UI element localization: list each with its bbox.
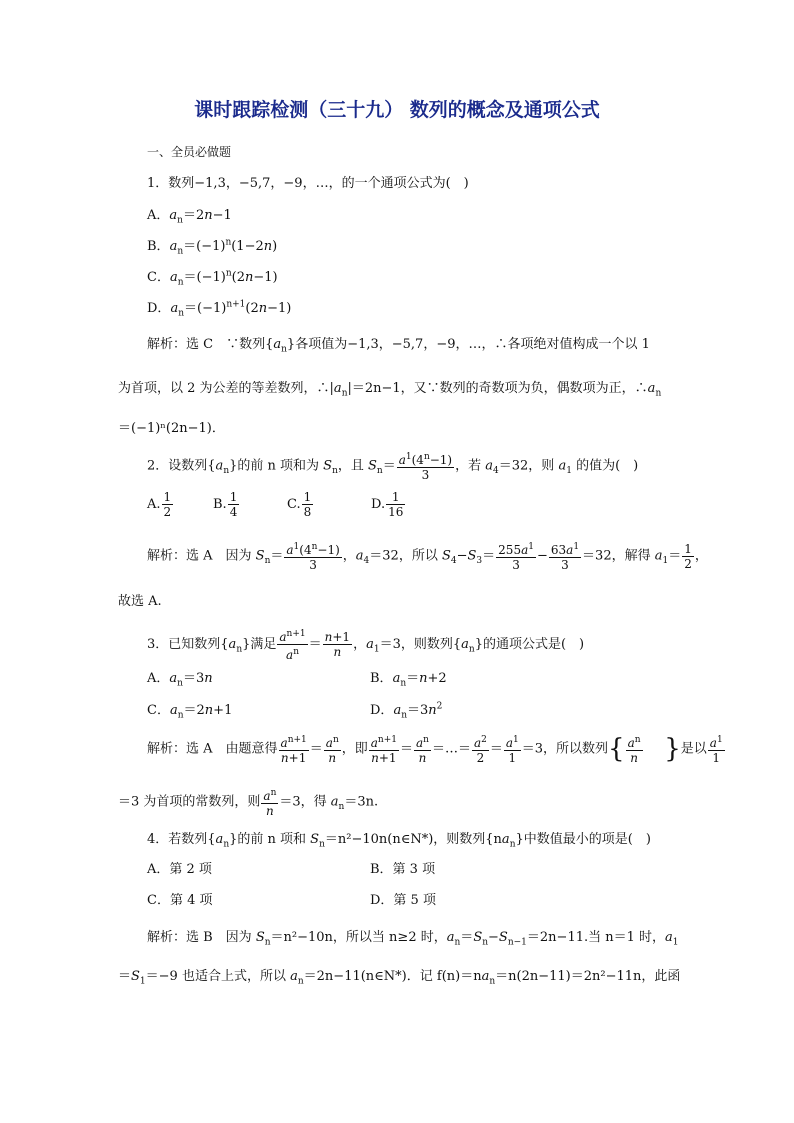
page-title: 课时跟踪检测（三十九） 数列的概念及通项公式 <box>194 99 600 121</box>
question-4-solution-line-1: 解析：选 B 因为 $S_n=n^2-10n$，所以当 n≥2 时，$a_n=S_n-S_{n-1}=2n-11$.当 n＝1 时，$a_1$ <box>147 930 679 948</box>
question-3-solution-line-1: 解析：选 A 由题意得 $\frac{a^{n+1}}{n+1}$ ＝ $\frac{a^n}{n}$ ，即 $\frac{a^{n+1}}{n+1}$ ＝ $\frac{a^n}{n}$ ＝…＝ $\frac{a^2}{2}$ ＝ $\frac{a^1}{1}$ ＝3，所以数列{ $\frac{a^n}{n}$ }是以 $\frac{a^1}{1}$ <box>147 734 723 765</box>
question-1-option-d: D．$a_n=(-1)^{n+1}(2n-1)$ <box>147 299 292 319</box>
question-3-stem: 3．已知数列$\{a_n\}$满足 $\frac{a^{n+1}}{a^n}$ ＝ $\frac{n+1}{n}$ ，$a_1=3$，则数列$\{a_n\}$的通项公式是( ) <box>147 629 585 662</box>
question-3-option-a: A．$a_n=3n$ <box>147 671 213 689</box>
question-1-solution-line-3: ＝(−1)ⁿ(2n−1)． <box>118 421 225 436</box>
question-4-option-a: A．第 2 项 <box>147 862 212 877</box>
question-1-stem: 1．数列−1,3，−5,7，−9，…，的一个通项公式为( ) <box>147 176 469 191</box>
question-1-solution-line-1: 解析：选 C ∵数列$\{a_n\}$各项值为−1,3，−5,7，−9，…，∴各项绝对值构成一个以 1 <box>147 337 650 355</box>
question-2-stem: 2．设数列$\{a_n\}$的前 n 项和为 $S_n$，且 $S_n=$ $\frac{a^1(4^n-1)}{3}$ ，若 $a_4=32$，则 $a_1$ 的值为( ) <box>147 452 639 482</box>
question-4-option-c: C．第 4 项 <box>147 893 213 908</box>
question-3-option-b: B．$a_n=n+2$ <box>370 671 447 689</box>
question-4-option-d: D．第 5 项 <box>370 893 436 908</box>
question-2-option-d: D. $\frac{1}{16}$ <box>371 490 404 519</box>
question-3-solution-line-2: ＝3 为首项的常数列，则 $\frac{a^n}{n}$ ＝3，得 $a_n=3n$. <box>118 788 379 818</box>
question-2-option-b: B. $\frac{1}{4}$ <box>213 490 238 519</box>
question-2-solution-line-2: 故选 A. <box>118 594 162 609</box>
question-1-option-c: C．$a_n=(-1)^n(2n-1)$ <box>147 268 278 288</box>
question-1-solution-line-2: 为首项，以 2 为公差的等差数列，$\therefore|a_n|=2n-1$，又∵数列的奇数项为负，偶数项为正，$\therefore a_n$ <box>118 381 662 399</box>
question-2-solution-line-1: 解析：选 A 因为 $S_n=$ $\frac{a^1(4^n-1)}{3}$ ，$a_4=32$，所以 $S_4-S_3=$ $\frac{255a^1}{3}$ − $\frac{63a^1}{3}$ ＝32，解得 $a_1=$ $\frac{1}{2}$ ， <box>147 541 708 572</box>
question-3-option-c: C．$a_n=2n+1$ <box>147 703 233 721</box>
question-4-solution-line-2: $=S_1=-9$ 也适合上式，所以 $a_n=2n-11(n\in N*)$．记 $f(n)=na_n=n(2n-11)=2n^2-11n$，此函 <box>118 969 681 987</box>
section-heading: 一、全员必做题 <box>147 145 232 159</box>
question-2-option-a: A. $\frac{1}{2}$ <box>147 490 172 519</box>
question-3-option-d: D．$a_n=3n^2$ <box>370 701 443 721</box>
question-1-option-a: A．$a_n=2n-1$ <box>147 208 232 226</box>
question-4-stem: 4．若数列$\{a_n\}$的前 n 项和 $S_n=n^2-10n(n\in N*)$，则数列$\{na_n\}$中数值最小的项是( ) <box>147 832 651 850</box>
question-1-option-b: B．$a_n=(-1)^n(1-2n)$ <box>147 237 278 257</box>
question-4-option-b: B．第 3 项 <box>370 862 436 877</box>
question-2-option-c: C. $\frac{1}{8}$ <box>287 490 312 519</box>
